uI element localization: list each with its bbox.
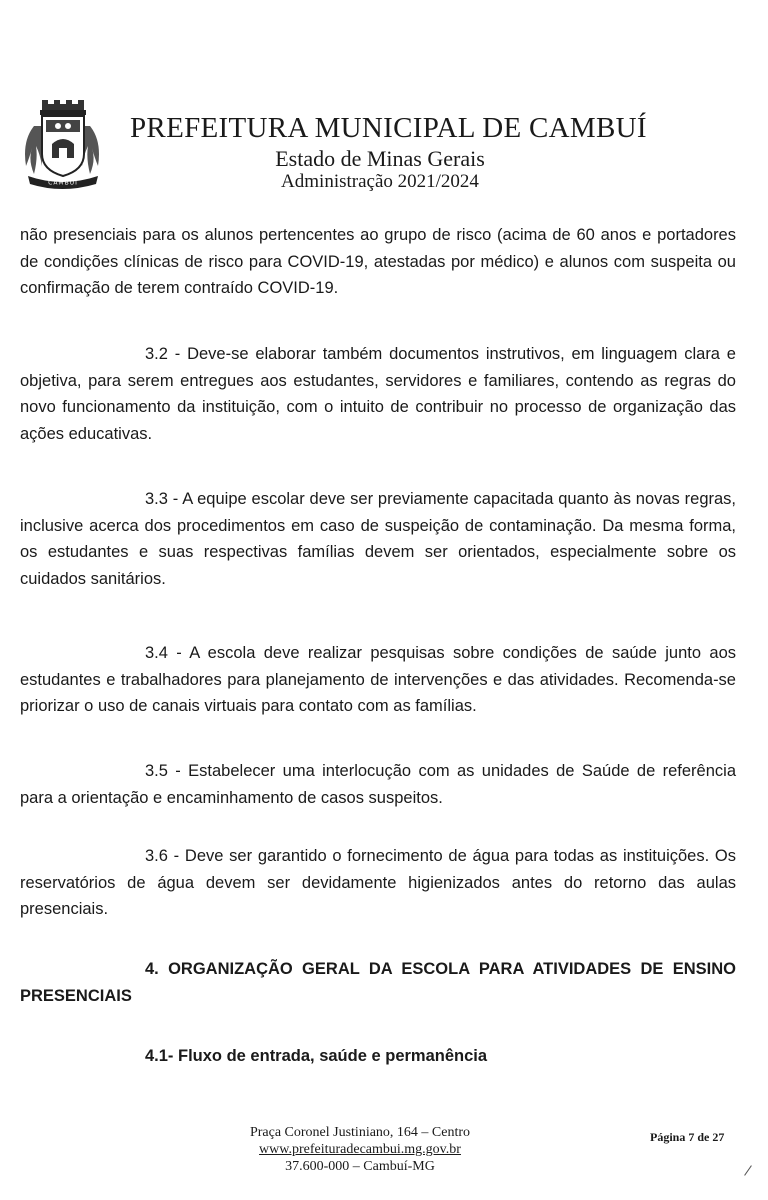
paragraph-3-3: 3.3 - A equipe escolar deve ser previamente capacitada quanto às novas regras, inclusive acerca dos procedimentos em caso de suspeição de contaminação. Da mesma forma, os estudantes e suas respectivas famílias devem ser orientados, especialmente sobre os cuidados sanitários. — [20, 490, 736, 588]
crest-caption: CAMBUÍ — [48, 179, 78, 187]
page-number: Página 7 de 27 — [650, 1130, 725, 1144]
paragraph-3-5: 3.5 - Estabelecer uma interlocução com as unidades de Saúde de referência para a orientação e encaminhamento de casos suspeitos. — [20, 762, 736, 807]
paragraph-3-2: 3.2 - Deve-se elaborar também documentos instrutivos, em linguagem clara e objetiva, para serem entregues aos estudantes, servidores e familiares, contendo as regras do novo funcionamento da instituição, com o intuito de contribuir no processo de organização das ações educativas. — [20, 345, 736, 443]
section-4-heading: 4. ORGANIZAÇÃO GERAL DA ESCOLA PARA ATIVIDADES DE ENSINO PRESENCIAIS — [20, 960, 736, 1005]
state-subtitle: Estado de Minas Gerais — [275, 146, 485, 171]
administration-period: Administração 2021/2024 — [281, 171, 479, 192]
paragraph-3-6: 3.6 - Deve ser garantido o fornecimento de água para todas as instituições. Os reservatórios de água devem ser devidamente higienizados antes do retorno das aulas presenciais. — [20, 847, 736, 918]
scan-mark — [744, 1165, 752, 1175]
paragraph-continuation: não presenciais para os alunos pertencentes ao grupo de risco (acima de 60 anos e portadores de condições clínicas de risco para COVID-19, atestadas por médico) e alunos com suspeita ou confirmação de terem contraído COVID-19. — [20, 226, 736, 297]
subsection-4-1-heading: 4.1- Fluxo de entrada, saúde e permanência — [145, 1047, 488, 1065]
footer-website-link[interactable]: www.prefeituradecambui.mg.gov.br — [259, 1142, 461, 1157]
footer-address-block — [180, 1124, 540, 1175]
footer-address: Praça Coronel Justiniano, 164 – Centro — [249, 1125, 471, 1140]
municipality-title: PREFEITURA MUNICIPAL DE CAMBUÍ — [130, 112, 647, 144]
municipal-coat-of-arms — [12, 96, 112, 192]
paragraph-3-4: 3.4 - A escola deve realizar pesquisas sobre condições de saúde junto aos estudantes e trabalhadores para planejamento de intervenções e das atividades. Recomenda-se priorizar o uso de canais virtuais para contato com as famílias. — [20, 644, 736, 715]
footer-postal: 37.600-000 – Cambuí-MG — [285, 1159, 435, 1174]
